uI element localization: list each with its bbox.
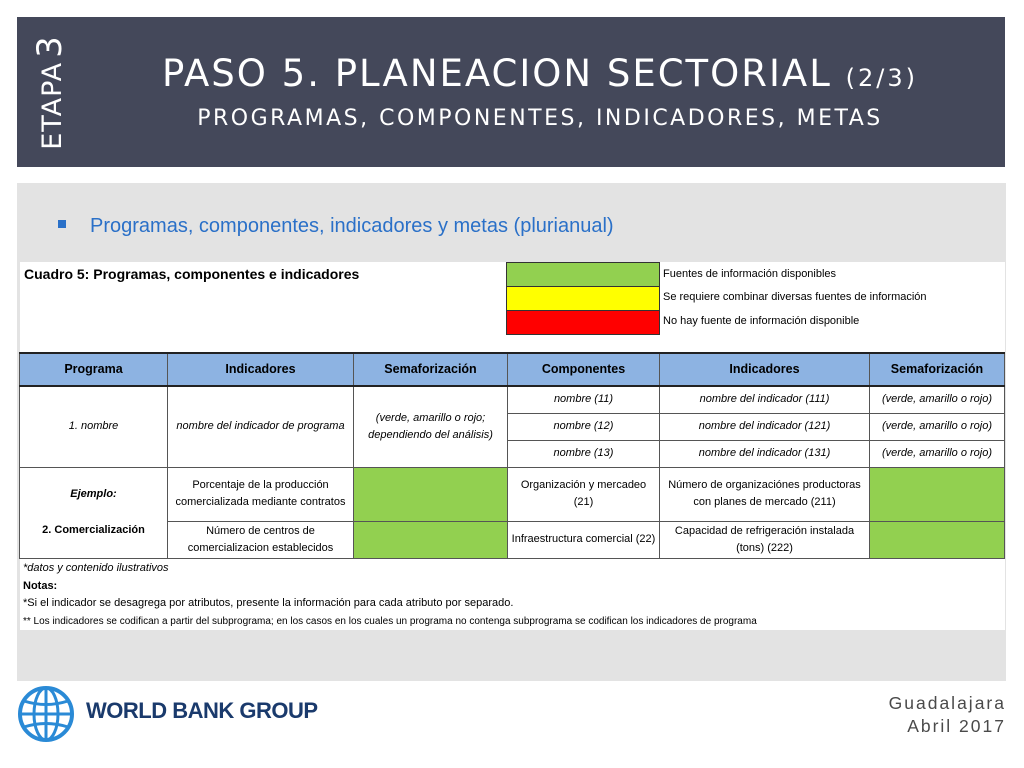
header-programa: Programa	[20, 353, 168, 386]
cuadro-title: Cuadro 5: Programas, componentes e indicadores	[24, 266, 360, 282]
example-componente: Organización y mercadeo (21)	[508, 467, 660, 521]
header-semaforizacion: Semaforización	[354, 353, 508, 386]
world-bank-logo	[16, 684, 318, 744]
template-indicador: nombre del indicador de programa	[168, 386, 354, 467]
legend-swatch-green	[506, 262, 660, 287]
template-comp-semaforizacion: (verde, amarillo o rojo)	[870, 440, 1005, 467]
indicators-table	[19, 352, 1005, 559]
globe-icon	[16, 684, 76, 744]
header-indicadores-comp: Indicadores	[660, 353, 870, 386]
template-programa: 1. nombre	[20, 386, 168, 467]
etapa-marker	[28, 28, 72, 158]
note-1: *Si el indicador se desagrega por atributos, presente la información para cada atributo por separado.	[23, 597, 514, 609]
page-subtitle: PROGRAMAS, COMPONENTES, INDICADORES, METAS	[197, 106, 883, 131]
example-label: Ejemplo:	[20, 467, 168, 521]
page-title	[80, 52, 1000, 95]
template-comp-indicador: nombre del indicador (131)	[660, 440, 870, 467]
legend-swatch-red	[506, 310, 660, 335]
template-componente: nombre (13)	[508, 440, 660, 467]
template-comp-semaforizacion: (verde, amarillo o rojo)	[870, 386, 1005, 413]
table-row	[20, 467, 1005, 521]
example-componente: Infraestructura comercial (22)	[508, 521, 660, 558]
note-illustrative: *datos y contenido ilustrativos	[23, 562, 169, 574]
bullet-square-icon	[58, 220, 66, 228]
template-componente: nombre (12)	[508, 413, 660, 440]
legend-label-green: Fuentes de información disponibles	[663, 268, 837, 280]
header-componentes: Componentes	[508, 353, 660, 386]
legend-label-yellow: Se requiere combinar diversas fuentes de información	[663, 291, 927, 303]
logo-text: WORLD BANK GROUP	[86, 698, 318, 723]
place-name: Guadalajara	[888, 693, 1006, 713]
etapa-label: ETAPA	[37, 61, 68, 150]
example-semaforizacion-green	[354, 467, 508, 521]
bullet-text: Programas, componentes, indicadores y metas (plurianual)	[90, 215, 614, 237]
example-semaforizacion-green	[354, 521, 508, 558]
title-part: (2/3)	[845, 64, 918, 92]
template-semaforizacion: (verde, amarillo o rojo; dependiendo del análisis)	[354, 386, 508, 467]
template-comp-indicador: nombre del indicador (121)	[660, 413, 870, 440]
template-componente: nombre (11)	[508, 386, 660, 413]
event-date: Abril 2017	[907, 716, 1006, 736]
header-semaforizacion-comp: Semaforización	[870, 353, 1005, 386]
table-row	[20, 386, 1005, 413]
example-indicador: Porcentaje de la producción comercializada mediante contratos	[168, 467, 354, 521]
location-date	[889, 692, 1006, 738]
notes-block	[23, 560, 757, 630]
example-programa: 2. Comercialización	[20, 521, 168, 558]
table-header-row	[20, 353, 1005, 386]
example-comp-semaforizacion-green	[870, 467, 1005, 521]
template-comp-semaforizacion: (verde, amarillo o rojo)	[870, 413, 1005, 440]
legend-swatch-yellow	[506, 286, 660, 311]
etapa-number: 3	[30, 36, 70, 58]
example-indicador: Número de centros de comercializacion establecidos	[168, 521, 354, 558]
header-indicadores: Indicadores	[168, 353, 354, 386]
template-comp-indicador: nombre del indicador (111)	[660, 386, 870, 413]
note-2: ** Los indicadores se codifican a partir del subprograma; en los casos en los cuales un programa no contenga subprograma se codifican los indicadores de programa	[23, 615, 757, 627]
table-row	[20, 521, 1005, 558]
title-main: PASO 5. PLANEACION SECTORIAL	[162, 52, 832, 95]
example-comp-semaforizacion-green	[870, 521, 1005, 558]
notes-label: Notas:	[23, 579, 58, 592]
legend-label-red: No hay fuente de información disponible	[663, 315, 860, 327]
example-comp-indicador: Número de organizaciónes productoras con planes de mercado (211)	[660, 467, 870, 521]
example-comp-indicador: Capacidad de refrigeración instalada (tons) (222)	[660, 521, 870, 558]
bullet-item	[58, 215, 614, 238]
